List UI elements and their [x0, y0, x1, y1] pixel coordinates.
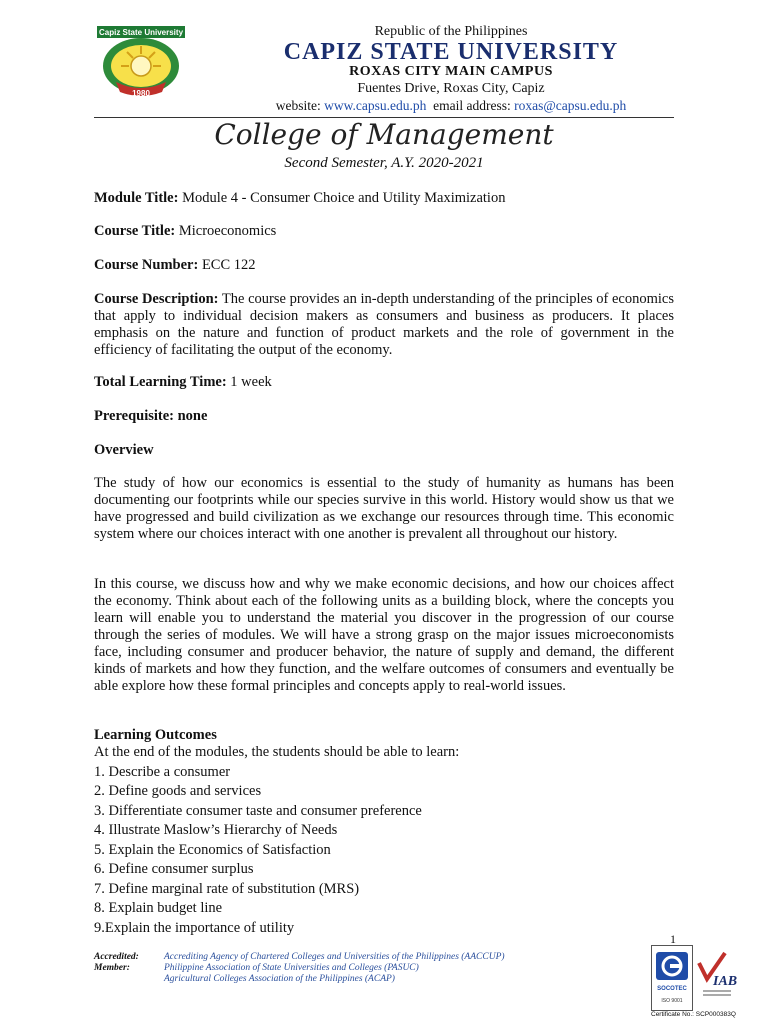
course-title-label: Course Title: — [94, 223, 176, 239]
badge-name-text: SOCOTEC — [657, 986, 687, 992]
learning-time-label: Total Learning Time: — [94, 374, 227, 390]
seal-name-text: Capiz State University — [98, 28, 184, 37]
course-description-text: The course provides an in-depth understanding of the principles of economics that apply to individual decision makers as consumers and business as producers. It places emphasis on the nature and function of product markets and the role of government in the efficiency of facilitating the output of the economy. — [94, 291, 674, 358]
member-text-2: Agricultural Colleges Association of the Philippines (ACAP) — [164, 974, 395, 984]
list-item: 2. Define goods and services — [94, 783, 262, 799]
campus-name: ROXAS CITY MAIN CAMPUS — [349, 64, 553, 79]
badge-iso-text: ISO 9001 — [661, 998, 683, 1004]
list-item: 4. Illustrate Maslow’s Hierarchy of Needs — [94, 822, 338, 838]
learning-time-value: 1 week — [226, 374, 272, 390]
module-title-line — [94, 190, 674, 207]
email-label: email address: — [426, 98, 515, 113]
learning-outcomes-heading — [94, 727, 674, 744]
list-item: 5. Explain the Economics of Satisfaction — [94, 841, 331, 858]
member-label: Member: — [94, 963, 130, 973]
learning-time-line — [94, 374, 674, 391]
overview-paragraph-2: In this course, we discuss how and why we make economic decisions, and how our choices affect the economy. Think about each of the following units as a building block, where the concepts you learn will enable you to understand the material you discover in the progression of our course through the series of modules. We will have a strong grasp on the major issues microeconomists face, including consumer and producer behavior, the nature of supply and demand, the different kinds of markets and how they function, and the welfare outcomes of consumers and eventually be able explore how these formal principles and concepts apply to real-world issues. — [94, 576, 674, 694]
college-title: College of Management — [214, 118, 554, 151]
course-number-label: Course Number: — [94, 257, 199, 273]
accreditation-footer — [94, 952, 505, 985]
course-title-line — [94, 223, 674, 240]
republic-line: Republic of the Philippines — [374, 24, 528, 39]
list-item: 3. Differentiate consumer taste and consumer preference — [94, 802, 422, 819]
email-link[interactable]: roxas@capsu.edu.ph — [514, 98, 627, 113]
university-name: CAPIZ STATE UNIVERSITY — [283, 39, 619, 65]
list-item: 9.Explain the importance of utility — [94, 919, 295, 936]
course-description — [94, 291, 674, 359]
prerequisite-text: Prerequisite: none — [94, 408, 208, 424]
list-item: 8. Explain budget line — [94, 900, 223, 916]
prerequisite-line — [94, 408, 674, 425]
overview-heading-text: Overview — [94, 442, 154, 458]
accredited-text: Accrediting Agency of Chartered Colleges and Universities of the Philippines (AACCUP) — [164, 952, 505, 962]
accredited-label: Accredited: — [94, 952, 139, 962]
contact-line — [196, 97, 706, 114]
university-seal-logo — [96, 24, 186, 102]
website-link[interactable]: www.capsu.edu.ph — [324, 98, 427, 113]
learning-outcomes-list — [94, 743, 459, 938]
list-item: 7. Define marginal rate of substitution (MRS) — [94, 880, 360, 897]
iab-accreditation-icon — [693, 945, 737, 1009]
course-number-value: ECC 122 — [198, 257, 256, 273]
course-title-value: Microeconomics — [175, 223, 277, 239]
outcomes-intro: At the end of the modules, the students should be able to learn: — [94, 744, 460, 760]
learning-outcomes-heading-text: Learning Outcomes — [94, 727, 217, 743]
overview-paragraph-1: The study of how our economics is essential to the study of humanity as humans has been documenting our footprints while our species survive in this world. History would show us that we have progressed and build civilization as we exchange our resources through time. This economic system where our choices interact with one another is prevalent all throughout our history. — [94, 475, 674, 542]
module-title-label: Module Title: — [94, 190, 179, 206]
course-description-label: Course Description: — [94, 291, 219, 307]
letterhead — [196, 24, 706, 114]
overview-heading — [94, 442, 674, 459]
member-text-1: Philippine Association of State Universities and Colleges (PASUC) — [164, 963, 419, 973]
list-item: 6. Define consumer surplus — [94, 861, 254, 877]
semester-line: Second Semester, A.Y. 2020-2021 — [284, 155, 484, 171]
socotec-iso-badge-icon — [651, 945, 693, 1011]
certificate-number: Certificate No.: SCP000383Q — [651, 1011, 736, 1018]
seal-year-text: 1980 — [132, 89, 150, 98]
campus-address: Fuentes Drive, Roxas City, Capiz — [357, 81, 545, 96]
course-number-line — [94, 257, 674, 274]
website-label: website: — [275, 98, 325, 113]
page-number: 1 — [670, 932, 676, 946]
iab-text: IAB — [713, 974, 737, 989]
module-title-value: Module 4 - Consumer Choice and Utility Maximization — [178, 190, 506, 206]
list-item: 1. Describe a consumer — [94, 763, 231, 780]
